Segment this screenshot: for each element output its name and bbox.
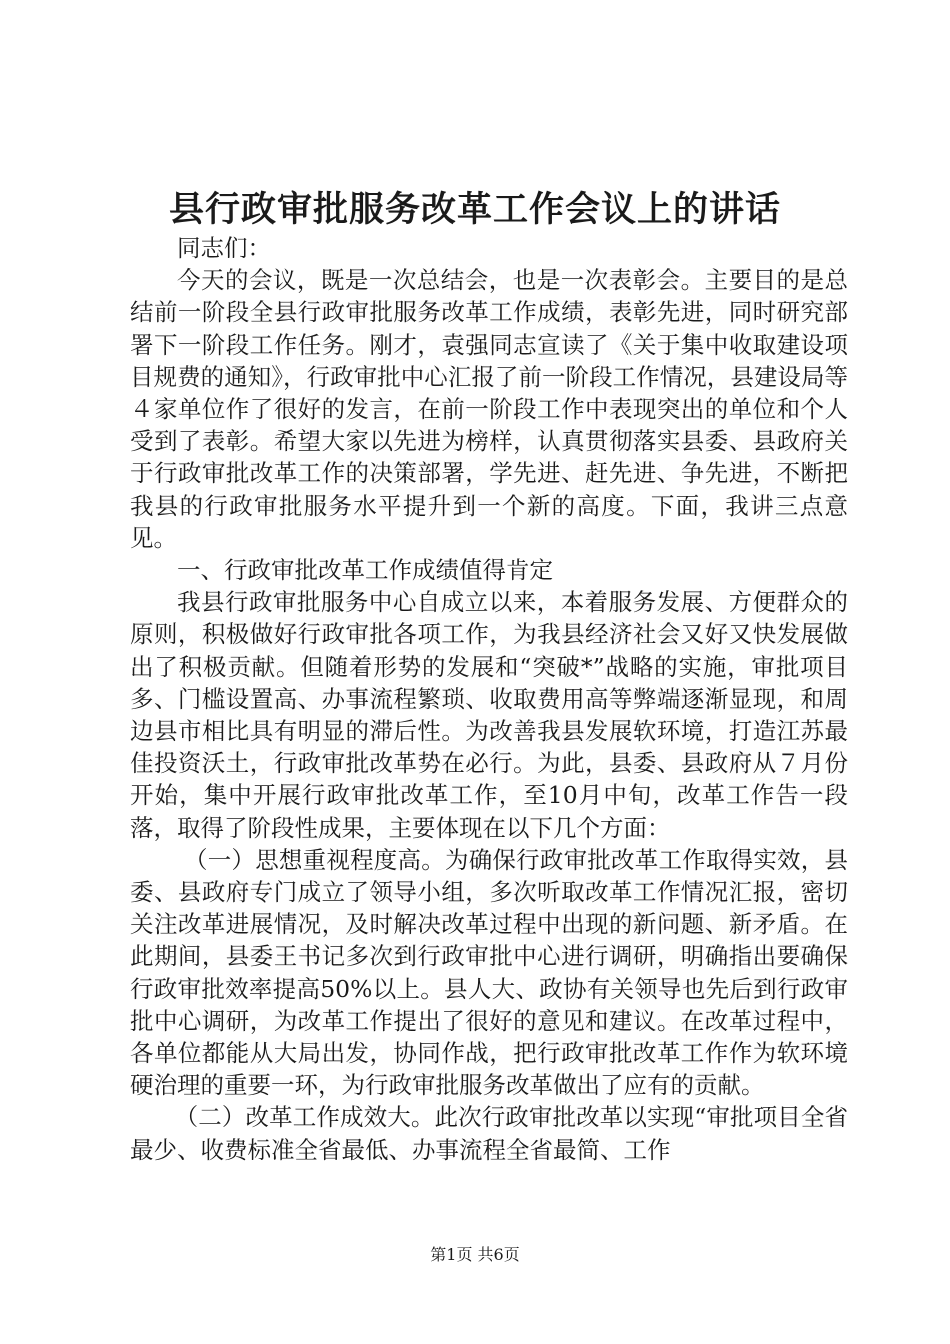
- page-number-footer: 第1页 共6页: [430, 1245, 520, 1264]
- section-heading: 一、行政审批改革工作成绩值得肯定: [177, 556, 553, 585]
- body-paragraph: （二）改革工作成效大。此次行政审批改革以实现“审批项目全省最少、收费标准全省最低、办事流程全省最简、工作: [130, 1103, 848, 1164]
- document-body: [130, 232, 848, 1166]
- document-title: 县行政审批服务改革工作会议上的讲话: [168, 189, 781, 230]
- body-paragraph: 今天的会议，既是一次总结会，也是一次表彰会。主要目的是总结前一阶段全县行政审批服务改革工作成绩，表彰先进，同时研究部署下一阶段工作任务。刚才，袁强同志宣读了《关于集中收取建设项目规费的通知》，行政审批中心汇报了前一阶段工作情况，县建设局等４家单位作了很好的发言，在前一阶段工作中表现突出的单位和个人受到了表彰。希望大家以先进为榜样，认真贯彻落实县委、县政府关于行政审批改革工作的决策部署，学先进、赶先进、争先进，不断把我县的行政审批服务水平提升到一个新的高度。下面，我讲三点意见。: [130, 266, 848, 552]
- body-paragraph: （一）思想重视程度高。为确保行政审批改革工作取得实效，县委、县政府专门成立了领导小组，多次听取改革工作情况汇报，密切关注改革进展情况，及时解决改革过程中出现的新问题、新矛盾。在此期间，县委王书记多次到行政审批中心进行调研，明确指出要确保行政审批效率提高50%以上。县人大、政协有关领导也先后到行政审批中心调研，为改革工作提出了很好的意见和建议。在改革过程中，各单位都能从大局出发，协同作战，把行政审批改革工作作为软环境硬治理的重要一环，为行政审批服务改革做出了应有的贡献。: [130, 845, 848, 1100]
- body-paragraph: 我县行政审批服务中心自成立以来，本着服务发展、方便群众的原则，积极做好行政审批各项工作，为我县经济社会又好又快发展做出了积极贡献。但随着形势的发展和“突破*”战略的实施，审批项目多、门槛设置高、办事流程繁琐、收取费用高等弊端逐渐显现，和周边县市相比具有明显的滞后性。为改善我县发展软环境，打造江苏最佳投资沃土，行政审批改革势在必行。为此，县委、县政府从７月份开始，集中开展行政审批改革工作，至10月中旬，改革工作告一段落，取得了阶段性成果，主要体现在以下几个方面：: [130, 588, 848, 842]
- salutation-paragraph: 同志们：: [177, 234, 271, 262]
